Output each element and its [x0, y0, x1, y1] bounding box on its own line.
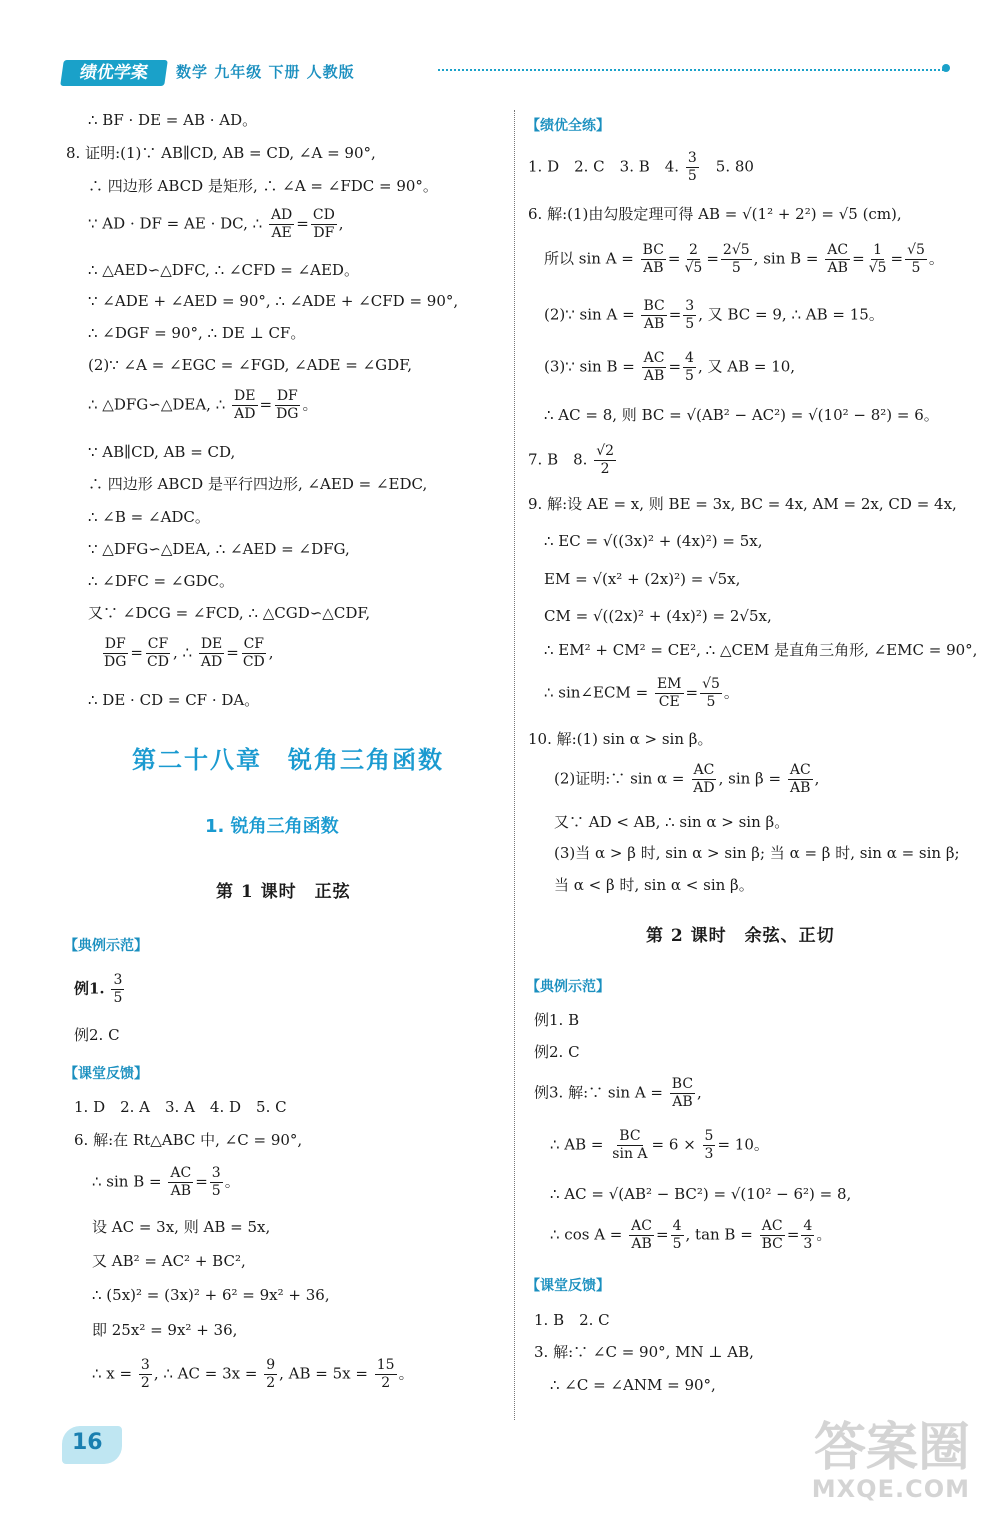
section-label: 【课堂反馈】 [64, 1066, 148, 1082]
answer-line: ∴ cos A = $\frac{AC}{AB}$ = $\frac{4}{5}$ , tan B = $\frac{AC}{BC}$ = $\frac{4}{3}$ 。 [550, 1218, 832, 1252]
fraction: $\frac{5}{3}$ [704, 1128, 714, 1162]
header-dot-icon [942, 64, 950, 72]
answer-line: ∵ AB∥CD, AB = CD, [88, 443, 236, 461]
answer-line: ∴ AC = √(AB² − BC²) = √(10² − 6²) = 8, [550, 1185, 852, 1203]
fraction: $\frac{DE}{AD}$ [200, 636, 223, 670]
fraction: $\frac{AC}{AD}$ [693, 762, 715, 796]
answer-line: ∴ △AED∽△DFC, ∴ ∠CFD = ∠AED。 [88, 261, 359, 279]
answer-line: ∴ sin B = $\frac{AC}{AB}$ = $\frac{3}{5}$ 。 [92, 1165, 240, 1199]
series-logo: 绩优学案 [60, 60, 168, 86]
header-dotted-rule [438, 69, 944, 71]
answer-line: ∴ △DFG∽△DEA, ∴ $\frac{DE}{AD}$ = $\frac{DF}{DG}$ 。 [88, 388, 318, 422]
example-3: 例3. 解:∵ sin A = $\frac{BC}{AB}$ , [534, 1076, 702, 1110]
page-number: 16 [72, 1430, 103, 1455]
fraction: $\frac{√5}{5}$ [907, 242, 925, 276]
fraction: $\frac{15}{2}$ [376, 1357, 395, 1391]
example-2: 例2. C [534, 1043, 580, 1061]
answer-line: 1. D 2. A 3. A 4. D 5. C [74, 1098, 287, 1116]
answer-line: ∵ △DFG∽△DEA, ∴ ∠AED = ∠DFG, [88, 540, 350, 558]
page-number-badge [62, 1426, 122, 1464]
section-label: 【典例示范】 [64, 938, 148, 954]
fraction: $\frac{AC}{AB}$ [170, 1165, 192, 1199]
fraction: $\frac{3}{5}$ [211, 1165, 221, 1199]
answer-line: ∴ DE · CD = CF · DA。 [88, 691, 260, 709]
fraction: $\frac{3}{5}$ [687, 150, 697, 184]
problem-10: 10. 解:(1) sin α > sin β。 [528, 730, 713, 748]
answer-line: ∴ x = $\frac{3}{2}$ , ∴ AC = 3x = $\frac{9}{2}$ , AB = 5x = $\frac{15}{2}$ 。 [92, 1357, 414, 1391]
fraction: $\frac{BC}{AB}$ [643, 298, 665, 332]
section-label: 【典例示范】 [526, 979, 610, 995]
fraction: $\frac{AC}{AB}$ [789, 762, 811, 796]
answer-line: ∴ BF · DE = AB · AD。 [88, 111, 258, 129]
answer-line: 又∵ AD < AB, ∴ sin α > sin β。 [554, 813, 790, 831]
fraction: $\frac{DE}{AD}$ [234, 388, 256, 422]
example-1: 例1. $\frac{3}{5}$ [74, 972, 123, 1006]
answer-line: ∴ ∠C = ∠ANM = 90°, [550, 1376, 716, 1394]
answer-line: $\frac{DF}{DG}$ = $\frac{CF}{CD}$ , ∴ $\frac{DE}{AD}$ = $\frac{CF}{CD}$ , [104, 636, 274, 670]
answer-line: ∴ AC = 8, 则 BC = √(AB² − AC²) = √(10² − 8²) = 6。 [544, 406, 939, 424]
problem-6: 6. 解:(1)由勾股定理可得 AB = √(1² + 2²) = √5 (cm), [528, 205, 902, 223]
fraction: $\frac{DF}{DG}$ [276, 388, 299, 422]
problem-8: 8. 证明:(1)∵ AB∥CD, AB = CD, ∠A = 90°, [66, 144, 376, 162]
fraction: $\frac{CF}{CD}$ [147, 636, 169, 670]
fraction: $\frac{CF}{CD}$ [242, 636, 265, 670]
answer-line: ∴ ∠DFC = ∠GDC。 [88, 572, 234, 590]
fraction: $\frac{DF}{DG}$ [104, 636, 127, 670]
answer-line: 又∵ ∠DCG = ∠FCD, ∴ △CGD∽△CDF, [88, 604, 371, 622]
answer-line: ∴ ∠DGF = 90°, ∴ DE ⊥ CF。 [88, 324, 306, 342]
example-2: 例2. C [74, 1026, 120, 1044]
answer-line: 设 AC = 3x, 则 AB = 5x, [92, 1218, 271, 1236]
fraction: $\frac{3}{5}$ [113, 972, 123, 1006]
fraction: $\frac{BC}{\text{sin A}}$ [612, 1128, 648, 1162]
fraction: $\frac{BC}{AB}$ [642, 242, 664, 276]
answer-line: EM = √(x² + (2x)²) = √5x, [544, 570, 741, 588]
fraction: $\frac{2}{√5}$ [684, 242, 703, 276]
answer-line: 当 α < β 时, sin α < sin β。 [554, 876, 754, 894]
fraction: $\frac{AC}{AB}$ [827, 242, 849, 276]
answer-line: ∴ 四边形 ABCD 是平行四边形, ∠AED = ∠EDC, [88, 475, 428, 493]
answer-line: ∴ sin∠ECM = $\frac{EM}{CE}$ = $\frac{√5}{5}$ 。 [544, 676, 739, 710]
section-label: 【绩优全练】 [526, 118, 610, 134]
fraction: $\frac{4}{3}$ [803, 1218, 813, 1252]
fraction: $\frac{4}{5}$ [685, 350, 694, 384]
fraction: $\frac{AD}{AE}$ [270, 207, 293, 241]
answer-line: 7. B 8. $\frac{√2}{2}$ [528, 443, 615, 477]
answer-line: 所以 sin A = $\frac{BC}{AB}$ = $\frac{2}{√5}$ = $\frac{2√5}{5}$ , sin B = $\frac{AC}{AB}$ = $\frac{1}{√5}$ = $\frac{√5}{5}$ 。 [544, 242, 944, 276]
fraction: $\frac{3}{2}$ [140, 1357, 150, 1391]
fraction: $\frac{√2}{2}$ [596, 443, 615, 477]
fraction: $\frac{9}{2}$ [266, 1357, 276, 1391]
fraction: $\frac{AC}{AB}$ [631, 1218, 652, 1252]
answer-line: ∴ AB = $\frac{BC}{\text{sin A}}$ = 6 × $\frac{5}{3}$ = 10。 [550, 1128, 769, 1162]
section-title: 1. 锐角三角函数 [205, 816, 339, 837]
problem-9: 9. 解:设 AE = x, 则 BE = 3x, BC = 4x, AM = 2x, CD = 4x, [528, 495, 957, 513]
answer-line: (2)∵ sin A = $\frac{BC}{AB}$ = $\frac{3}{5}$ , 又 BC = 9, ∴ AB = 15。 [544, 298, 884, 332]
fraction: $\frac{AC}{BC}$ [761, 1218, 783, 1252]
answer-line: (2)证明:∵ sin α = $\frac{AC}{AD}$ , sin β = $\frac{AC}{AB}$ , [554, 762, 820, 796]
fraction: $\frac{4}{5}$ [672, 1218, 682, 1252]
lesson-title: 第 2 课时 余弦、正切 [646, 926, 835, 946]
problem-3: 3. 解:∵ ∠C = 90°, MN ⊥ AB, [534, 1343, 754, 1361]
answer-line: ∵ ∠ADE + ∠AED = 90°, ∴ ∠ADE + ∠CFD = 90°, [88, 292, 459, 310]
header-subject: 数学 九年级 下册 人教版 [176, 63, 355, 81]
answer-line: 又 AB² = AC² + BC², [92, 1252, 246, 1270]
answer-line: 即 25x² = 9x² + 36, [92, 1321, 238, 1339]
answer-line: (2)∵ ∠A = ∠EGC = ∠FGD, ∠ADE = ∠GDF, [88, 356, 413, 374]
answer-line: 1. B 2. C [534, 1311, 610, 1329]
answer-line: CM = √((2x)² + (4x)²) = 2√5x, [544, 607, 772, 625]
chapter-title: 第二十八章 锐角三角函数 [132, 746, 444, 774]
example-1: 例1. B [534, 1011, 580, 1029]
fraction: $\frac{2√5}{5}$ [722, 242, 750, 276]
answer-line: ∴ ∠B = ∠ADC。 [88, 508, 210, 526]
answer-line: ∴ EC = √((3x)² + (4x)²) = 5x, [544, 532, 763, 550]
answer-line: (3)∵ sin B = $\frac{AC}{AB}$ = $\frac{4}{5}$ , 又 AB = 10, [544, 350, 796, 384]
problem-6: 6. 解:在 Rt△ABC 中, ∠C = 90°, [74, 1131, 303, 1149]
answer-line: ∴ EM² + CM² = CE², ∴ △CEM 是直角三角形, ∠EMC = 90°, [544, 641, 978, 659]
answer-line: (3)当 α > β 时, sin α > sin β; 当 α = β 时, sin α = sin β; [554, 844, 960, 862]
section-label: 【课堂反馈】 [526, 1278, 610, 1294]
answer-line: ∴ 四边形 ABCD 是矩形, ∴ ∠A = ∠FDC = 90°。 [88, 177, 438, 195]
fraction: $\frac{3}{5}$ [685, 298, 695, 332]
fraction: $\frac{CD}{DF}$ [312, 207, 335, 241]
fraction: $\frac{√5}{5}$ [702, 676, 720, 710]
fraction: $\frac{1}{√5}$ [868, 242, 887, 276]
watermark: 答案圈 MXQE.COM [811, 1418, 970, 1503]
fraction: $\frac{AC}{AB}$ [643, 350, 665, 384]
answer-line: ∵ AD · DF = AE · DC, ∴ $\frac{AD}{AE}$ = $\frac{CD}{DF}$ , [88, 207, 344, 241]
fraction: $\frac{EM}{CE}$ [656, 676, 682, 710]
answer-line: 1. D 2. C 3. B 4. $\frac{3}{5}$ 5. 80 [528, 150, 754, 184]
lesson-title: 第 1 课时 正弦 [216, 882, 351, 902]
column-divider [514, 110, 515, 1420]
answer-line: ∴ (5x)² = (3x)² + 6² = 9x² + 36, [92, 1286, 330, 1304]
fraction: $\frac{BC}{AB}$ [671, 1076, 694, 1110]
